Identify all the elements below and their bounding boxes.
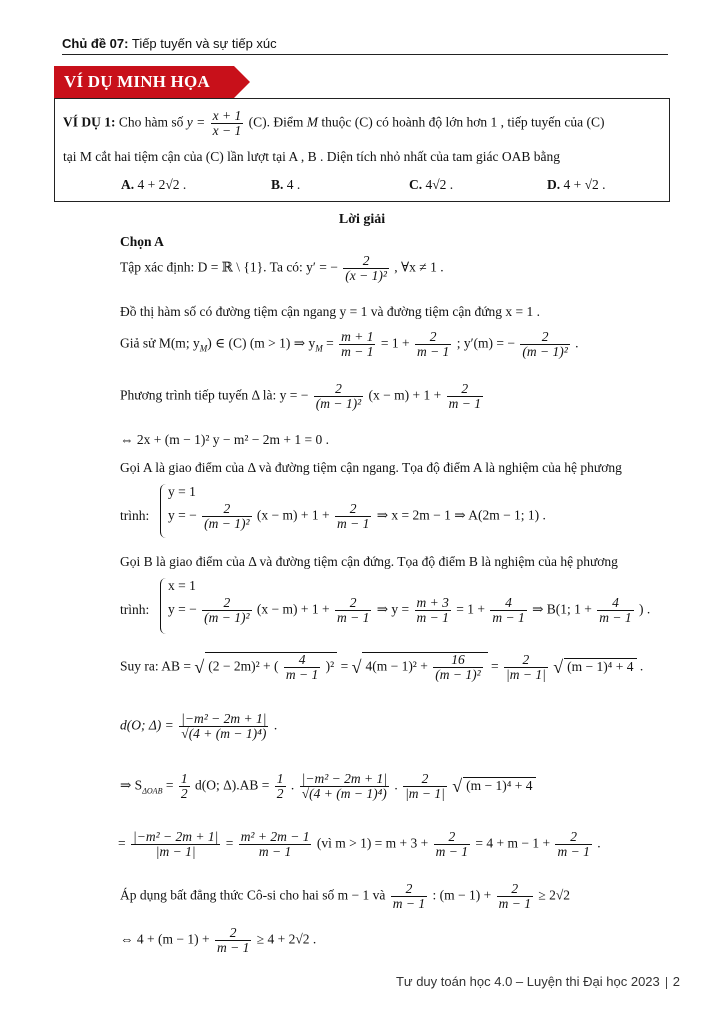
example-box [54,98,670,202]
banner-label: VÍ DỤ MINH HỌA [64,72,210,91]
solution-ab-length: Suy ra: AB = √ (2 − 2m)² + ( $\frac{4}{m - 1}$ )² = √ 4(m − 1)² + $\frac{16}{\text{(m − 1)²}}$ = $\frac{2}{|m - 1|}$ √ (m − 1)⁴ + 4 . [120,652,644,682]
example-text: có hoành độ lớn hơn 1 , tiếp tuyến của (C) [376,114,605,130]
example-text: (C). Điểm [248,114,304,130]
option-d[interactable]: D. 4 + √2 . [547,177,606,192]
option-a[interactable]: A. 4 + 2√2 . [121,177,187,192]
example-banner [54,66,250,98]
solution-choice: Chọn A [120,234,164,249]
solution-point-b-intro: Gọi B là giao điểm của Δ và đường tiệm cận đứng. Tọa độ điểm B là nghiệm của hệ phương [120,554,618,569]
solution-tangent-general: ⇔ 2x + (m − 1)² y − m² − 2m + 1 = 0 . [120,432,330,447]
solution-cauchy: Áp dụng bất đẳng thức Cô-si cho hai số m − 1 và $\frac{2}{m - 1}$ : (m − 1) + $\frac{2}{m - 1}$ ≥ 2√2 [120,881,571,911]
example-text: Cho hàm số [118,114,184,130]
solution-title: Lời giải [338,212,386,227]
chapter-title: Tiếp tuyến và sự tiếp xúc [131,36,277,51]
function-numerator: x + 1 [212,108,242,123]
solution-point-line: Giả sử M(m; $y_M$) ∈ (C) (m > 1) ⇒ $y_M$ = $\frac{m + 1}{m - 1}$ = 1 + $\frac{2}{m - 1}$ ; y′(m) = − $\frac{2}{\text{(m − 1)²}}$ . [120,329,579,359]
option-c[interactable]: C. 4√2 . [409,177,454,192]
solution-asymptotes-line: Đồ thị hàm số có đường tiệm cận ngang y = 1 và đường tiệm cận đứng x = 1 . [120,304,541,319]
example-label: VÍ DỤ 1: [63,114,116,130]
page-footer [396,974,680,989]
example-text: thuộc [321,114,352,130]
page-header [62,36,668,56]
example-line-2: tại M cắt hai tiệm cận của (C) lần lượt tại A , B . Diện tích nhỏ nhất của tam giác OAB bằng [63,149,560,164]
solution-point-a-intro: Gọi A là giao điểm của Δ và đường tiệm cận ngang. Tọa độ điểm A là nghiệm của hệ phương [120,460,622,475]
footer-text: Tư duy toán học 4.0 – Luyện thi Đại học 2023 [395,974,660,989]
point-m: M [306,114,318,130]
solution-area-simplified: = $\frac{\text{|−m² − 2m + 1|}}{|m - 1|}$ = $\frac{\text{m² + 2m − 1}}{m - 1}$ (vì m > 1) = m + 3 + $\frac{2}{m - 1}$ = 4 + m − 1 + $\frac{2}{m - 1}$ . [118,829,601,859]
page-number: 2 [672,974,680,989]
function-denominator: x − 1 [212,123,242,138]
solution-conclusion: ⇔ 4 + (m − 1) + $\frac{2}{m - 1}$ ≥ 4 + 2√2 . [120,925,317,955]
solution-area: ⇒ $S_{\Delta OAB}$ = $\frac{1}{2}$ d(O; Δ).AB = $\frac{1}{2}$ . $\frac{\text{|−m² − 2m + 1|}}{\text{√(4 + (m − 1)⁴)}}$ . $\frac{2}{|m - 1|}$ √ (m − 1)⁴ + 4 [120,772,536,801]
header-rule [62,54,668,55]
function-fraction [211,109,244,138]
option-b[interactable]: B. 4 . [271,177,301,192]
chapter-label: Chủ đề 07: [62,36,129,51]
curve-c: (C) [354,114,373,130]
footer-divider [666,977,667,989]
solution-distance: d(O; Δ) = $\frac{\text{|−m² − 2m + 1|}}{\text{√(4 + (m − 1)⁴)}}$ . [120,711,278,741]
example-line-1 [63,109,604,138]
solution-tangent-line: Phương trình tiếp tuyến Δ là: y = − $\frac{2}{\text{(m − 1)²}}$ (x − m) + 1 + $\frac{2}{m - 1}$ [120,381,481,411]
solution-domain-line: Tập xác định: D = ℝ \ {1}. Ta có: y′ = − $\frac{2}{\text{(x − 1)²}}$ , ∀x ≠ 1 . [120,253,444,283]
function-lhs: y = [186,114,206,130]
